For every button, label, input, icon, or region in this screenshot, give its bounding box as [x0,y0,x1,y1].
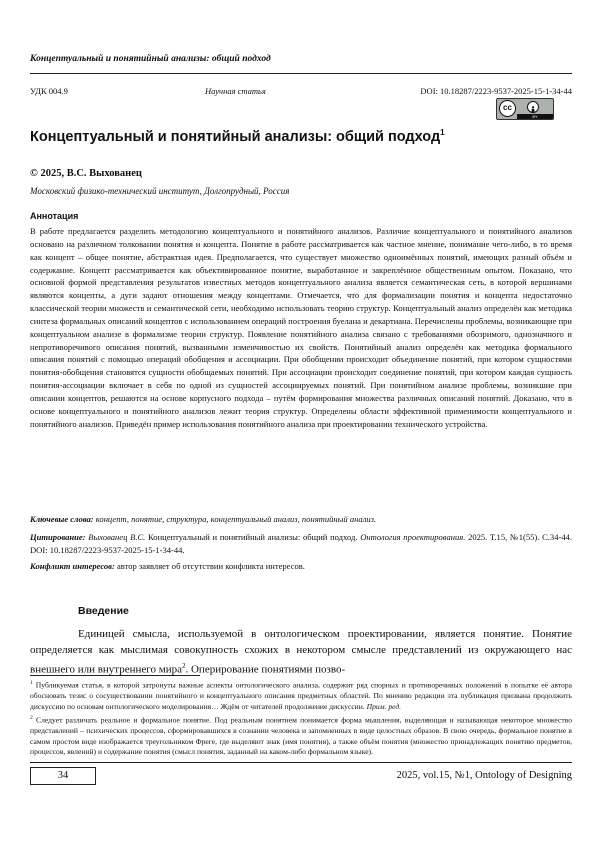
journal-info: 2025, vol.15, №1, Ontology of Designing [396,770,572,781]
citation-author: Выхованец В.С. [88,532,146,542]
keywords-label: Ключевые слова: [30,514,94,524]
intro-heading: Введение [78,605,129,617]
footnote-mark: 1 [30,680,33,686]
abstract-heading: Аннотация [30,211,79,221]
keywords-text: концепт, понятие, структура, концептуальный анализ, понятийный анализ. [95,514,377,524]
citation-journal: Онтология проектирования. [360,532,466,542]
page-number: 34 [30,767,96,785]
footnote-text: Следует различать реальное и формальное понятие. Под реальным понятием понимается форма мышления, выделяющая и называющая некоторое множество представлений – психических процессов, сформировавшихся в сознании человека и запомненных в виде целостных образов. В свою очередь, формальное понятие в самом простом виде изображается треугольником Фреге, где выделяют знак (имя понятия), а также объём понятия (множество принадлежащих понятию предметов, процессов, явлений) и содержание понятия (смысл понятия, заданный на каком-либо формальном языке). [30,715,572,757]
footnote-1 [30,678,572,713]
footnotes [30,678,572,758]
title-footnote-mark[interactable]: 1 [440,128,445,137]
article-meta [30,86,572,98]
title-text: Концептуальный и понятийный анализы: общий подход [30,128,441,145]
footer-divider [30,762,572,763]
citation-label: Цитирование: [30,532,86,542]
conflict-of-interest [30,560,572,573]
running-title: Концептуальный и понятийный анализы: общий подход [30,54,271,64]
keywords [30,513,572,526]
intro-text-end: . Оперирование понятиями позво- [185,663,346,676]
cc-icon: cc [499,100,516,117]
article-title [30,128,445,145]
udk-code: УДК 004.9 [30,86,68,96]
citation-details: 2025. Т.15, №1(55). С.34-44. DOI: 10.18287/2223-9537-2025-15-1-34-44. [30,532,573,555]
conflict-label: Конфликт интересов: [30,561,115,571]
conflict-text: автор заявляет об отсутствии конфликта интересов. [116,561,305,571]
by-icon [527,101,539,113]
cc-by-license-badge[interactable] [496,98,554,120]
abstract-text: В работе предлагается разделить методологию концептуального и понятийного анализов. Различие концептуального и понятийного анализов основано на различном толковании понятия и концепта. Понятие в работе рассматривается как частное мнение, понимание чего-либо, в то время как концепт – общее понятие, абстрактная идея. Предполагается, что существует множество одноимённых понятий, имеющих разный объём и содержание. Концепт рассматривается как объективированное понятие, выработанное и закреплённое общественным опытом. Показано, что основной формой представления результатов известных методов концептуального анализа является семантическая сеть, в которой вершинами являются концепты, а дуги задают отношения между концептами. Отмечается, что для формализации понятия и концепта недостаточно классической теории множеств и семантической сети, необходимо использовать теорию структур. Концептуальный анализ определён как методика синтеза формальных описаний концептов с использованием операций построения буелана и декартиана. Перечислены проблемы, возникающие при концептуальном анализе в формализме теории структур. Появление понятийного анализа связано с требованиями обозримого, однозначного и непротиворечивого описания понятий, вызванными изменчивостью их свойств. Понятийный анализ определён как методика формального описания понятий с помощью операций обобщения и ассоциации. При обобщении происходит объединение понятий, при котором сущностями понятия-обобщения становятся сущности обобщаемых понятий. При ассоциации происходит соединение понятий, при котором каждая сущность понятия-ассоциации включает в себя по одной из сущностей ассоциируемых понятий. При понятийном анализе проблемы, возникшие при описании концептов, решаются на основе корпусного подхода – путём формирования множества различных описаний понятий. Доказано, что в основе концептуального и понятийного анализов лежит теория структур. Определены области эффективной применимости концептуального и понятийного анализов. Приведён пример использования понятийного анализа при проектировании технического устройства. [30,226,572,429]
author-line: © 2025, В.С. Выхованец [30,168,142,179]
article-type: Научная статья [205,86,266,96]
intro-footnote-mark[interactable]: 2 [181,662,186,670]
intro-text: Единицей смысла, используемой в онтологическом проектировании, является понятие. Понятие определяется как мыслимая совокупность схожих в некотором смысле представлений из окружающего нас внешнего или внутреннего мира [30,628,572,676]
by-label: BY [517,114,553,119]
footnote-mark: 2 [30,714,33,721]
intro-paragraph [30,626,572,678]
affiliation: Московский физико-технический институт, Долгопрудный, Россия [30,186,290,196]
citation-title: Концептуальный и понятийный анализы: общий подход. [148,532,358,542]
citation [30,531,572,557]
footnote-note: Прим. ред. [366,701,402,711]
doi-link[interactable]: DOI: 10.18287/2223-9537-2025-15-1-34-44 [420,86,572,96]
footnote-divider [30,675,200,676]
footnote-2 [30,713,572,758]
header-divider [30,73,572,74]
footnote-text: Публикуемая статья, в которой затронуты важные аспекты онтологического анализа, содержит ряд спорных и противоречивых положений в попытке её автора обосновать тезис о сосуществовании понятийного и концептуального описания предметных областей. По мнению редакции эта публикация призвана продолжить дискуссию по основам онтологического моделирования… Ждём от читателей продолжение дискуссии. [30,680,572,711]
